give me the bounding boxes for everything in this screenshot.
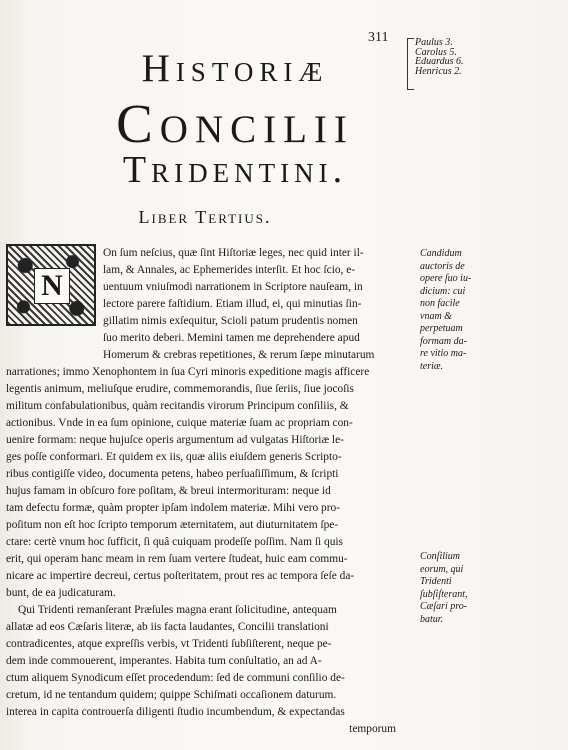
catchword: temporum (349, 723, 396, 735)
text-line: narrationes; immo Xenophontem in ſua Cyri minoris expeditione magis afficere (6, 366, 370, 378)
margin-note-line: Tridenti (420, 576, 452, 587)
title-line-1: Historiæ (141, 47, 329, 90)
title-line-3: Tridentini. (122, 149, 348, 191)
margin-note-line: opere ſuo iu- (420, 273, 472, 284)
dropcap-letter: N (34, 268, 70, 304)
text-line: actionibus. Vnde in ea ſum opinione, cuique materiæ ſuam ac propriam con- (6, 417, 353, 429)
margin-note-line: formam da- (420, 335, 467, 347)
body-text (6, 245, 416, 738)
book-heading: Liber Tertius. (138, 207, 272, 227)
margin-note-line: perpetuam (420, 323, 463, 334)
text-line: ribus contigiſſe video, documenta petens, habeo perſuaſiſſimum, & ſcripti (6, 468, 339, 480)
text-line: Qui Tridenti remanſerant Præſules magna erant ſolicitudine, antequam (18, 604, 337, 616)
margin-note-line: auctoris de (420, 260, 465, 272)
text-line: tam defectu formæ, quàm propter ipſam indolem materiæ. Mihi vero pro- (6, 502, 341, 514)
text-line: Homerum & crebras repetitiones, & rerum ſæpe minutarum (103, 349, 375, 361)
text-line: allatæ ad eos Cæſaris literæ, ab iis facta laudantes, Concilii translationi (6, 621, 329, 633)
text-line: interea in capita controuerſa diligenti ſtudio incumbendum, & expectandas (6, 706, 345, 718)
margin-note-2 (420, 551, 480, 626)
register-entry: Carolus 5. (415, 46, 457, 58)
text-line: lectore parere faſtidium. Etiam illud, ei, qui minutias ſin- (103, 298, 362, 310)
text-line: hujus famam in obſcuro fore poſitam, & breui intermorituram: neque id (6, 485, 331, 497)
text-line: lam, & Annales, ac Ephemerides interſit. Et hoc ſcio, e- (103, 264, 356, 276)
text-line: legentis animum, meliuſque erudire, commemorandis, ſiue ſeriis, ſiue jocoſis (6, 383, 354, 395)
text-line: ſuo merito deberi. Memini tamen me deprehendere apud (103, 332, 360, 344)
title-line-2: Concilii (116, 93, 354, 154)
margin-note-line: eorum, qui (420, 563, 464, 575)
margin-note-line: Candidum (420, 248, 462, 259)
margin-note-line: batur. (420, 613, 444, 625)
text-line: nicare ac impertire decreui, certus poſteritatem, prout res ac tempora ſeſe da- (6, 570, 355, 582)
text-line: militum confabulationibus, quàm recitandis virorum Principum conſiliis, & (6, 400, 349, 412)
margin-note-line: teriæ. (420, 360, 444, 372)
text-line: On ſum neſcius, quæ ſint Hiſtoriæ leges, nec quid inter il- (103, 247, 364, 259)
text-line: poſitum non eſt hoc ſcripto temporum æternitatem, aut diuturnitatem ſpe- (6, 519, 339, 531)
text-line: ctare: certè vnum hoc ſufficit, ſi quâ cuiquam prodeſſe poſſim. Nam ſi quis (6, 536, 343, 548)
register-entry: Eduardus 6. (415, 56, 464, 67)
margin-note-line: Cæſari pro- (420, 601, 468, 612)
text-line: ges poſſe conformari. Et quidem ex iis, quæ aliis eiuſdem generis Scripto- (6, 451, 342, 463)
text-line: uentuum vniuſmodi narrationem in Scriptore nauſeam, in (103, 281, 363, 293)
margin-note-1 (420, 248, 480, 373)
margin-note-line: non facile (420, 298, 460, 309)
text-line: gillatim nimis exſequitur, Scioli patum prudentis nomen (103, 315, 358, 327)
text-line: dem inde commouerent, imperantes. Habita tum conſultatio, an ad A- (6, 655, 322, 667)
register-entry: Paulus 3. (415, 37, 453, 48)
register-entry: Henricus 2. (415, 65, 462, 77)
margin-note-line: re vitio ma- (420, 348, 467, 359)
margin-note-line: dicium: cui (420, 285, 466, 297)
text-line: cretum, id ne tentandum quidem; quippe Schiſmati occaſionem daturum. (6, 689, 337, 701)
text-line: erit, qui operam hanc meam in rem ſuam vertere ſtudeat, huic eam commu- (6, 553, 348, 565)
text-line: uenire formam: neque hujuſce operis argumentum ad vulgatas Hiſtoriæ le- (6, 434, 344, 446)
margin-note-line: Conſilium (420, 551, 461, 562)
text-line: bunt, de ea judicaturam. (6, 587, 116, 599)
margin-note-line: ſubſiſterant, (420, 588, 468, 600)
text-line: ctum aliquem Synodicum eſſet procedendum: ſed de communi conſilio de- (6, 672, 345, 684)
margin-note-line: vnam & (420, 310, 452, 322)
text-line: contradicentes, atque expreſſis verbis, vt Tridenti ſubſiſterent, neque pe- (6, 638, 332, 650)
page-number: 311 (368, 30, 389, 45)
